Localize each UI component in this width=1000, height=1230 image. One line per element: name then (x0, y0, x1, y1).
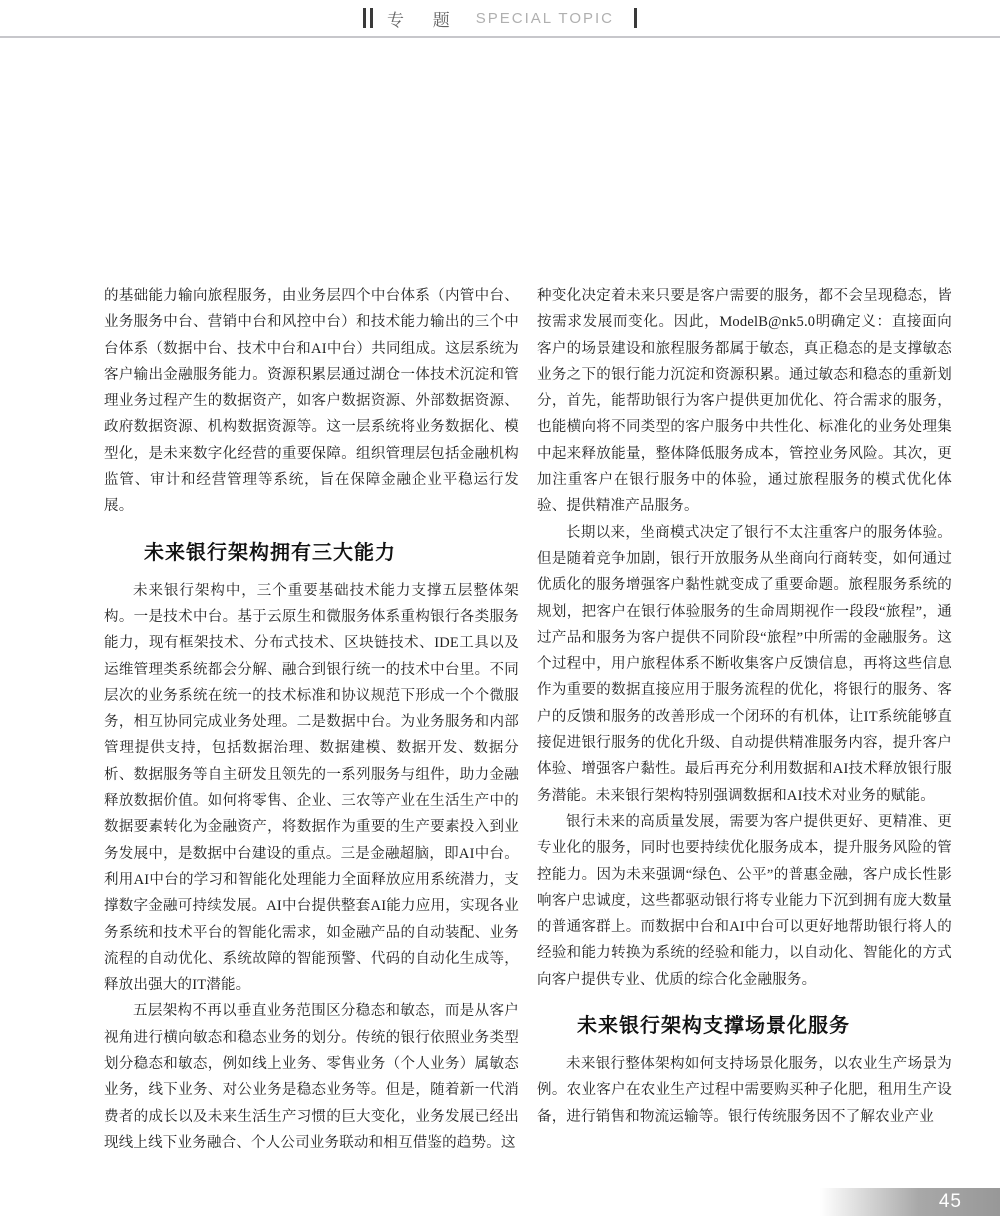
header-title-en: SPECIAL TOPIC (475, 9, 614, 27)
section-heading: 未来银行架构拥有三大能力 (144, 541, 396, 564)
paragraph: 种变化决定着未来只要是客户需要的服务，都不会呈现稳态，皆按需求发展而变化。因此，ModelB@nk5.0明确定义：直接面向客户的场景建设和旅程服务都属于敏态，真正稳态的是支撑敏态业务之下的银行能力沉淀和资源积累。通过敏态和稳态的重新划分，首先，能帮助银行为客户提供更加优化、符合需求的服务，也能横向将不同类型的客户服务中共性化、标准化的业务处理集中起来释放能量，整体降低服务成本，管控业务风险。其次，更加注重客户在银行服务中的体验，通过旅程服务的模式优化体验、提供精准产品服务。 (537, 288, 952, 515)
paragraph: 的基础能力输向旅程服务，由业务层四个中台体系（内管中台、业务服务中台、营销中台和风控中台）和技术能力输出的三个中台体系（数据中台、技术中台和AI中台）共同组成。这层系统为客户输出金融服务能力。资源积累层通过湖仓一体技术沉淀和管理业务过程产生的数据资产，如客户数据资源、外部数据资源、政府数据资源、机构数据资源等。这一层系统将业务数据化、模型化，是未来数字化经营的重要保障。组织管理层包括金融机构监管、审计和经营管理等系统，旨在保障金融企业平稳运行发展。 (104, 288, 519, 515)
right-column (537, 283, 952, 1156)
article-body (104, 283, 952, 1156)
page-header (0, 0, 1000, 36)
left-column (104, 283, 519, 1156)
paragraph: 银行未来的高质量发展，需要为客户提供更好、更精准、更专业化的服务，同时也要持续优化服务成本，提升服务风险的管控能力。因为未来强调“绿色、公平”的普惠金融，客户成长性影响客户忠诚度，这些都驱动银行将专业能力下沉到拥有庞大数量的普通客群上。而数据中台和AI中台可以更好地帮助银行将人的经验和能力转换为系统的经验和能力，以自动化、智能化的方式向客户提供专业、优质的综合化金融服务。 (537, 813, 952, 988)
header-title-cn: 专 题 (387, 10, 462, 30)
header-double-bar-icon (363, 8, 373, 28)
section-heading: 未来银行架构支撑场景化服务 (577, 1015, 850, 1038)
paragraph: 未来银行整体架构如何支持场景化服务，以农业生产场景为例。农业客户在农业生产过程中需要购买种子化肥，租用生产设备，进行销售和物流运输等。银行传统服务因不了解农业产业 (537, 1056, 952, 1125)
page-number: 45 (938, 1191, 962, 1212)
header-divider (0, 36, 1000, 38)
header-single-bar-icon (634, 8, 637, 28)
paragraph: 长期以来，坐商模式决定了银行不太注重客户的服务体验。但是随着竞争加剧，银行开放服务从坐商向行商转变，如何通过优质化的服务增强客户黏性就变成了重要命题。旅程服务系统的规划，把客户在银行体验服务的生命周期视作一段段“旅程”，通过产品和服务为客户提供不同阶段“旅程”中所需的金融服务。这个过程中，用户旅程体系不断收集客户反馈信息，再将这些信息作为重要的数据直接应用于服务流程的优化，将银行的服务、客户的反馈和服务的改善形成一个闭环的有机体，让IT系统能够直接促进银行服务的优化升级、自动提供精准服务内容，提升客户体验、增强客户黏性。最后再充分利用数据和AI技术释放银行服务潜能。未来银行架构特别强调数据和AI技术对业务的赋能。 (537, 524, 952, 804)
page-number-bar (820, 1188, 1000, 1216)
paragraph: 五层架构不再以垂直业务范围区分稳态和敏态，而是从客户视角进行横向敏态和稳态业务的划分。传统的银行依照业务类型划分稳态和敏态，例如线上业务、零售业务（个人业务）属敏态业务，线下业务、对公业务是稳态业务等。但是，随着新一代消费者的成长以及未来生活生产习惯的巨大变化，业务发展已经出现线上线下业务融合、个人公司业务联动和相互借鉴的趋势。这 (104, 1003, 519, 1151)
paragraph: 未来银行架构中，三个重要基础技术能力支撑五层整体架构。一是技术中台。基于云原生和微服务体系重构银行各类服务能力，现有框架技术、分布式技术、区块链技术、IDE工具以及运维管理类系统都会分解、融合到银行统一的技术中台里。不同层次的业务系统在统一的技术标准和协议规范下形成一个个微服务，相互协同完成业务处理。二是数据中台。为业务服务和内部管理提供支持，包括数据治理、数据建模、数据开发、数据分析、数据服务等自主研发且领先的一系列服务与组件，助力金融释放数据价值。如何将零售、企业、三农等产业在生活生产中的数据要素转化为金融资产，将数据作为重要的生产要素投入到业务发展中，是数据中台建设的重点。三是金融超脑，即AI中台。利用AI中台的学习和智能化处理能力全面释放应用系统潜力，支撑数字金融可持续发展。AI中台提供整套AI能力应用，实现各业务系统和技术平台的智能化需求，如金融产品的自动装配、业务流程的自动优化、系统故障的智能预警、代码的自动化生成等，释放出强大的IT潜能。 (104, 582, 519, 994)
